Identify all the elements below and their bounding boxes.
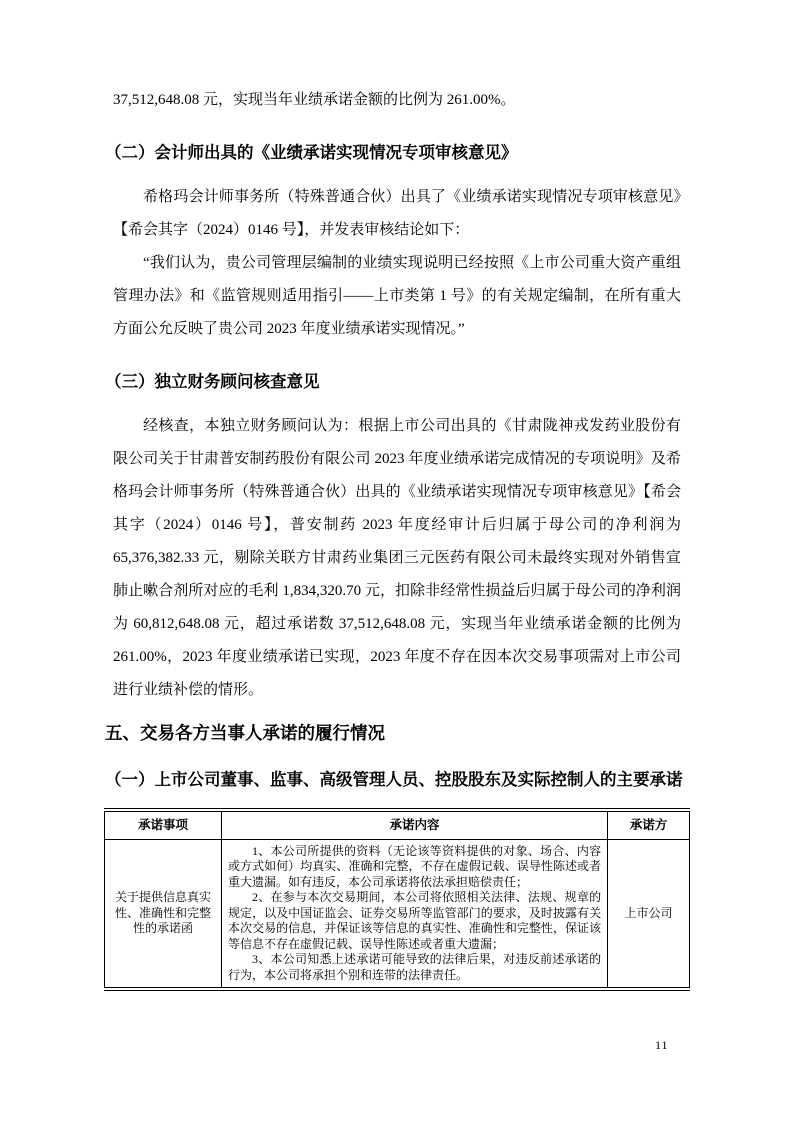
paragraph-carryover: 37,512,648.08 元，实现当年业绩承诺金额的比例为 261.00%。 [113, 92, 516, 108]
column-header-commitment-party: 承诺方 [608, 812, 690, 839]
table-row [105, 839, 690, 987]
paragraph-audit-quote: “我们认为，贵公司管理层编制的业绩实现说明已经按照《上市公司重大资产重组管理办法》和《监管规则适用指引——上市类第 1 号》的有关规定编制，在所有重大方面公允反映了贵公司 2023 年度业绩承诺实现情况。” [113, 255, 681, 337]
commitment-clause-3: 3、本公司知悉上述承诺可能导致的法律后果，对违反前述承诺的行为，本公司将承担个别和连带的法律责任。 [228, 952, 602, 982]
cell-commitment-party: 上市公司 [608, 839, 690, 987]
commitments-table-wrapper [104, 808, 690, 991]
paragraph-sigma-report: 希格玛会计师事务所（特殊普通合伙）出具了《业绩承诺实现情况专项审核意见》【希会其字（2024）0146 号】，并发表审核结论如下： [113, 189, 681, 238]
column-header-commitment-content: 承诺内容 [222, 812, 608, 839]
commitments-table [104, 812, 690, 987]
paragraph-verification: 经核查，本独立财务顾问认为：根据上市公司出具的《甘肃陇神戎发药业股份有限公司关于甘肃普安制药股份有限公司 2023 年度业绩承诺完成情况的专项说明》及希格玛会计师事务所（特殊普通合伙）出具的《业绩承诺实现情况专项审核意见》【希会其字（2024）0146 号】，普安制药 2023 年度经审计后归属于母公司的净利润为 65,376,382.33 元，剔除关联方甘肃药业集团三元医药有限公司未最终实现对外销售宣肺止嗽合剂所对应的毛利 1,834,320.70 元，扣除非经常性损益后归属于母公司的净利润为 60,812,648.08 元，超过承诺数 37,512,648.08 元，实现当年业绩承诺金额的比例为 261.00%，2023 年度业绩承诺已实现，2023 年度不存在因本次交易事项需对上市公司进行业绩补偿的情形。 [113, 418, 681, 698]
cell-commitment-item: 关于提供信息真实性、准确性和完整性的承诺函 [105, 839, 222, 987]
table-header-row [105, 812, 690, 839]
heading-section-five: 五、交易各方当事人承诺的履行情况 [105, 723, 385, 743]
column-header-commitment-item: 承诺事项 [105, 812, 222, 839]
cell-commitment-content [222, 839, 608, 987]
heading-advisor-opinion: （三）独立财务顾问核查意见 [105, 373, 320, 391]
heading-accountant-opinion: （二）会计师出具的《业绩承诺实现情况专项审核意见》 [105, 144, 518, 162]
commitment-clause-2: 2、在参与本次交易期间，本公司将依照相关法律、法规、规章的规定，以及中国证监会、证券交易所等监管部门的要求，及时披露有关本次交易的信息，并保证该等信息的真实性、准确性和完整性，保证该等信息不存在虚假记载、误导性陈述或者重大遗漏； [228, 890, 602, 951]
heading-major-commitments: （一）上市公司董事、监事、高级管理人员、控股股东及实际控制人的主要承诺 [105, 771, 683, 789]
commitment-clause-1: 1、本公司所提供的资料（无论该等资料提供的对象、场合、内容或方式如何）均真实、准确和完整，不存在虚假记载、误导性陈述或者重大遗漏。如有违反，本公司承诺将依法承担赔偿责任； [228, 843, 602, 889]
page-number: 11 [655, 1038, 669, 1052]
